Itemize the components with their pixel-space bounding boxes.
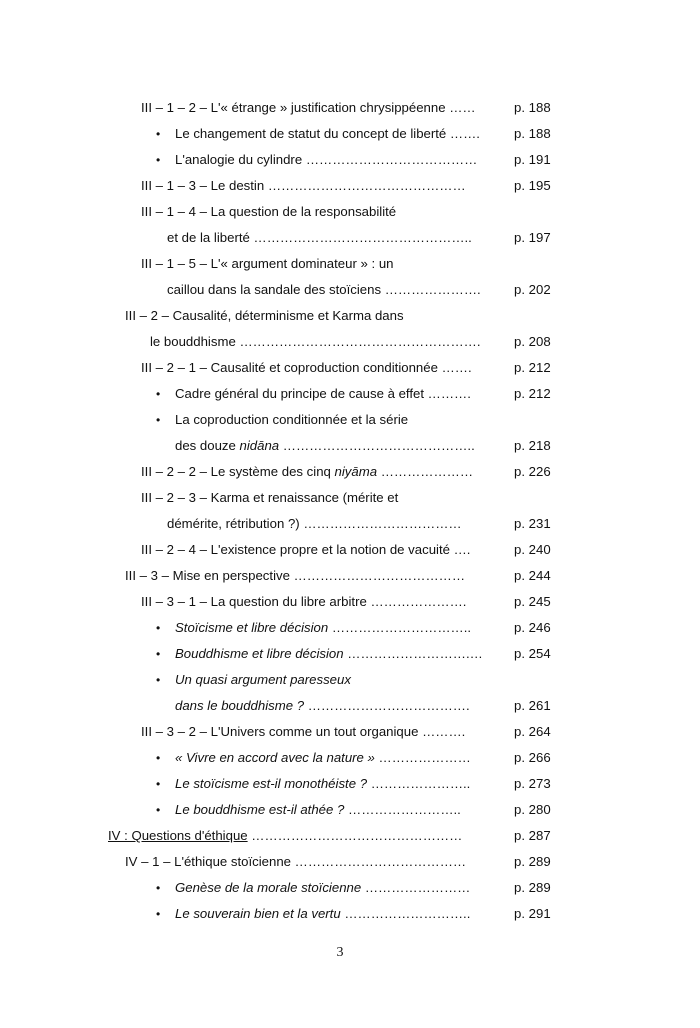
bullet-icon: •	[156, 881, 161, 895]
toc-entry-title	[108, 826, 462, 846]
toc-entry-page: p. 188	[514, 126, 551, 141]
dot-leader: …………………………………………	[247, 828, 463, 843]
toc-entry	[0, 124, 700, 144]
toc-entry	[0, 410, 700, 430]
bullet-icon: •	[156, 647, 161, 661]
bullet-icon: •	[156, 621, 161, 635]
toc-entry-continuation	[0, 332, 700, 352]
toc-entry-page: p. 261	[514, 698, 551, 713]
toc-entry-page: p. 289	[514, 854, 551, 869]
dot-leader: ……………………	[361, 880, 471, 895]
bullet-icon: •	[156, 907, 161, 921]
toc-entry	[0, 306, 700, 326]
toc-entry	[0, 384, 700, 404]
toc-entry-title: III – 1 – 3 – Le destin ………………………………………	[141, 178, 466, 193]
toc-entry-continuation	[0, 228, 700, 248]
toc-entry	[0, 670, 700, 690]
toc-entry-title: III – 2 – 1 – Causalité et coproduction conditionnée …….	[141, 360, 472, 375]
title-italic-part: Bouddhisme et libre décision	[175, 646, 344, 661]
toc-entry-title: Cadre général du principe de cause à effet ……….	[175, 386, 471, 401]
toc-entry	[0, 488, 700, 508]
toc-entry-page: p. 231	[514, 516, 551, 531]
toc-entry	[0, 878, 700, 898]
dot-leader: …………………..	[367, 776, 471, 791]
toc-entry-page: p. 264	[514, 724, 551, 739]
toc-entry-page: p. 240	[514, 542, 551, 557]
toc-entry-page: p. 244	[514, 568, 551, 583]
title-italic-part: Stoïcisme et libre décision	[175, 620, 329, 635]
toc-entry-title: La coproduction conditionnée et la série	[175, 412, 409, 427]
title-italic-part: Genèse de la morale stoïcienne	[175, 880, 362, 895]
bullet-icon: •	[156, 803, 161, 817]
toc-entry-title	[175, 436, 475, 456]
dot-leader: …………………	[377, 464, 474, 479]
toc-entry-title: le bouddhisme ……………………………………………….	[150, 334, 481, 349]
toc-entry-title: démérite, rétribution ?) ………………………………	[167, 516, 462, 531]
toc-entry-title	[175, 800, 461, 820]
dot-leader: ……………………………………..	[279, 438, 475, 453]
title-part: III – 2 – 2 – Le système des cinq	[141, 464, 335, 479]
bullet-icon: •	[156, 153, 161, 167]
toc-entry	[0, 800, 700, 820]
toc-entry-title	[141, 462, 473, 482]
toc-entry-page: p. 208	[514, 334, 551, 349]
toc-entry-title	[175, 878, 470, 898]
toc-entry-page: p. 291	[514, 906, 551, 921]
toc-entry-title: III – 1 – 5 – L'« argument dominateur » : un	[141, 256, 394, 271]
title-part: des douze	[175, 438, 240, 453]
toc-entry-title: III – 2 – 3 – Karma et renaissance (mérite et	[141, 490, 399, 505]
toc-entry-title	[175, 644, 483, 664]
toc-entry-page: p. 245	[514, 594, 551, 609]
toc-entry	[0, 644, 700, 664]
part-title: IV : Questions d'éthique	[108, 828, 248, 843]
title-italic-part: « Vivre en accord avec la nature »	[175, 750, 375, 765]
title-italic-part: Un quasi argument paresseux	[175, 672, 351, 687]
dot-leader: …………………	[374, 750, 471, 765]
dot-leader: ………………………..	[340, 906, 471, 921]
toc-entry	[0, 618, 700, 638]
toc-entry-title: III – 1 – 2 – L'« étrange » justification chrysippéenne ……	[141, 100, 476, 115]
toc-entry-title: III – 3 – Mise en perspective …………………………………	[125, 568, 466, 583]
toc-entry-title: III – 2 – Causalité, déterminisme et Karma dans	[125, 308, 404, 323]
toc-entry-title: L'analogie du cylindre …………………………………	[175, 152, 478, 167]
toc-entry-page: p. 266	[514, 750, 551, 765]
bullet-icon: •	[156, 751, 161, 765]
toc-entry-page: p. 218	[514, 438, 551, 453]
toc-entry-title: IV – 1 – L'éthique stoïcienne …………………………………	[125, 854, 467, 869]
toc-entry-title: III – 1 – 4 – La question de la responsabilité	[141, 204, 397, 219]
toc-entry-page: p. 226	[514, 464, 551, 479]
dot-leader: ……………………………….	[304, 698, 470, 713]
dot-leader: ……………………..	[344, 802, 461, 817]
toc-entry-page: p. 195	[514, 178, 551, 193]
toc-entry	[0, 852, 700, 872]
toc-entry-title: Le changement de statut du concept de liberté …….	[175, 126, 480, 141]
toc-entry	[0, 566, 700, 586]
toc-entry-page: p. 202	[514, 282, 551, 297]
title-italic-part: niyāma	[334, 464, 378, 479]
title-italic-part: dans le bouddhisme ?	[175, 698, 305, 713]
dot-leader: ……………………….…	[343, 646, 483, 661]
toc-entry	[0, 774, 700, 794]
toc-entry-page: p. 191	[514, 152, 551, 167]
toc-entry-page: p. 254	[514, 646, 551, 661]
page-number: 3	[336, 945, 344, 960]
toc-entry-title	[175, 618, 471, 638]
toc-entry	[0, 358, 700, 378]
toc-entry-page: p. 273	[514, 776, 551, 791]
title-italic-part: Le souverain bien et la vertu	[175, 906, 341, 921]
bullet-icon: •	[156, 387, 161, 401]
toc-entry-title	[175, 774, 470, 794]
toc-entry	[0, 202, 700, 222]
toc-entry-page: p. 289	[514, 880, 551, 895]
bullet-icon: •	[156, 127, 161, 141]
toc-entry-title	[175, 670, 351, 690]
title-italic-part: nidāna	[239, 438, 280, 453]
bullet-icon: •	[156, 777, 161, 791]
toc-entry-continuation	[0, 514, 700, 534]
toc-entry-page: p. 246	[514, 620, 551, 635]
toc-entry-title: III – 3 – 1 – La question du libre arbitre ………………….	[141, 594, 467, 609]
toc-entry-page: p. 280	[514, 802, 551, 817]
toc-entry-title: III – 3 – 2 – L'Univers comme un tout organique ……….	[141, 724, 466, 739]
title-italic-part: Le stoïcisme est-il monothéiste ?	[175, 776, 368, 791]
toc-entry-page: p. 212	[514, 386, 551, 401]
toc-entry	[0, 462, 700, 482]
toc-entry-page: p. 287	[514, 828, 551, 843]
toc-entry-title: III – 2 – 4 – L'existence propre et la notion de vacuité ….	[141, 542, 471, 557]
toc-entry	[0, 150, 700, 170]
toc-entry-title	[175, 696, 470, 716]
title-italic-part: Le bouddhisme est-il athée ?	[175, 802, 345, 817]
toc-entry-page: p. 197	[514, 230, 551, 245]
toc-entry-continuation	[0, 280, 700, 300]
toc-entry-continuation	[0, 436, 700, 456]
toc-entry-page: p. 212	[514, 360, 551, 375]
toc-entry	[0, 176, 700, 196]
toc-entry-page: p. 188	[514, 100, 551, 115]
toc-entry	[0, 540, 700, 560]
toc-entry-title: et de la liberté …………………………………………..	[167, 230, 472, 245]
toc-entry-part-heading	[0, 826, 700, 846]
toc-entry-title: caillou dans la sandale des stoïciens ………………….	[167, 282, 481, 297]
toc-entry-title	[175, 748, 471, 768]
bullet-icon: •	[156, 413, 161, 427]
toc-entry	[0, 592, 700, 612]
toc-entry-continuation	[0, 696, 700, 716]
toc-entry	[0, 722, 700, 742]
toc-entry	[0, 904, 700, 924]
toc-entry	[0, 254, 700, 274]
toc-entry	[0, 748, 700, 768]
bullet-icon: •	[156, 673, 161, 687]
toc-entry-title	[175, 904, 470, 924]
toc-entry	[0, 98, 700, 118]
dot-leader: …………………………..	[328, 620, 472, 635]
